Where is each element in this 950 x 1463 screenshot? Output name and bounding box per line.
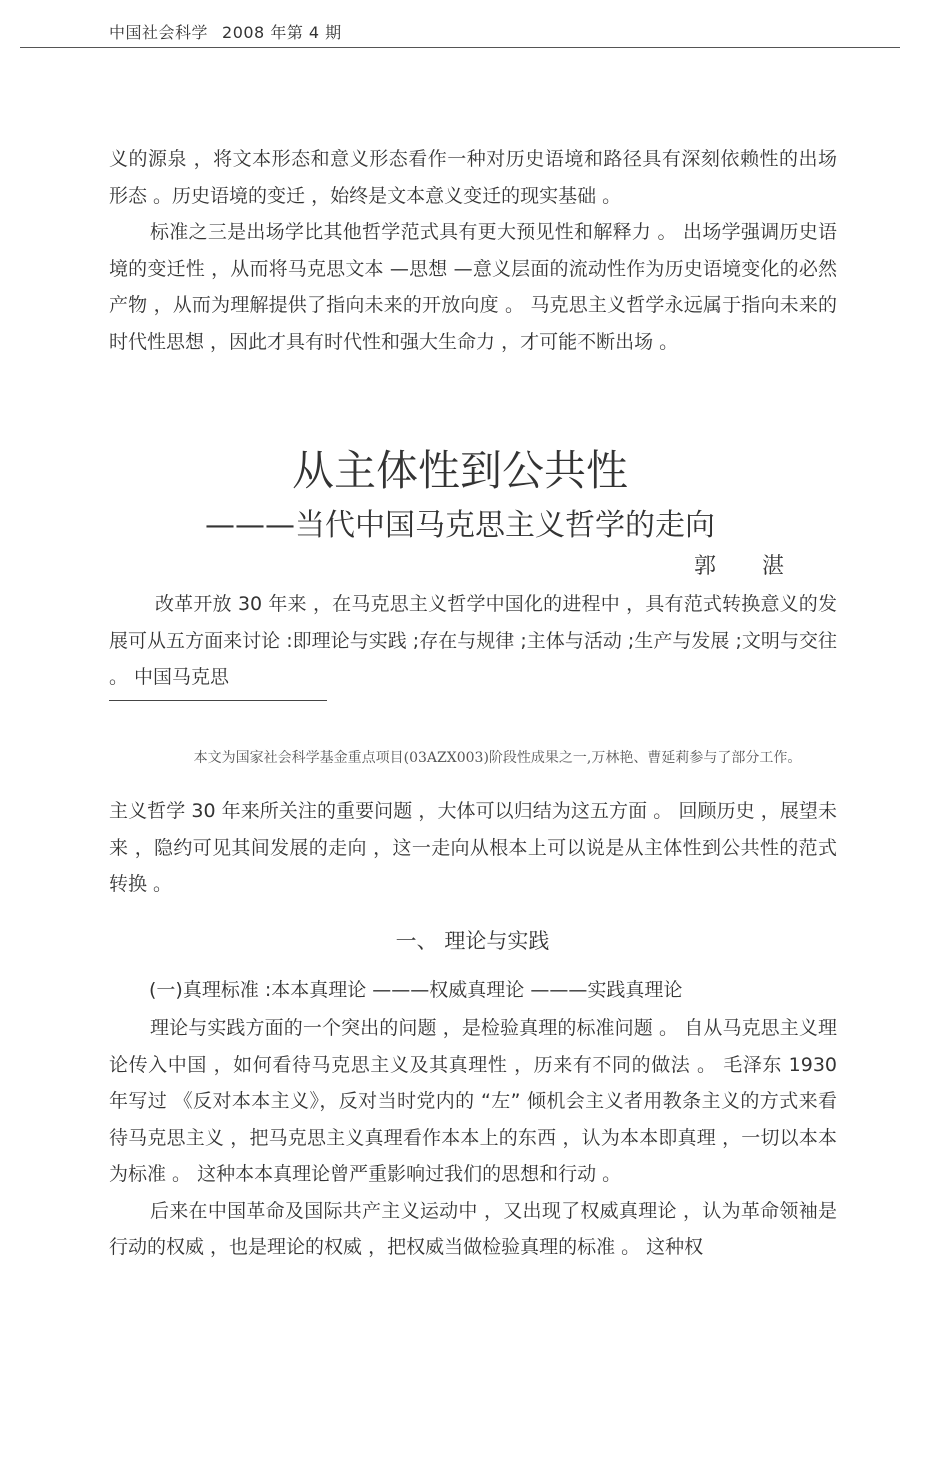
footnote-divider bbox=[109, 700, 327, 701]
subsection-heading: (一)真理标准 :本本真理论 ———权威真理论 ———实践真理论 bbox=[149, 979, 683, 1001]
body-paragraph-2: 主义哲学 30 年来所关注的重要问题 ，大体可以归结为这五方面 。 回顾历史 ，展望未来 ，隐约可见其间发展的走向 ，这一走向从根本上可以说是从主体性到公共性的范式转换 。 bbox=[109, 800, 837, 895]
issue-label: 2008 年第 4 期 bbox=[222, 23, 342, 42]
header-divider bbox=[20, 47, 900, 48]
abstract-text bbox=[109, 586, 837, 696]
section-heading: 一、 理论与实践 bbox=[395, 929, 550, 953]
article-title: 从主体性到公共性 bbox=[291, 446, 628, 495]
body-paragraph-1: 改革开放 30 年来 ，在马克思主义哲学中国化的进程中 ，具有范式转换意义的发展可从五方面来讨论 :即理论与实践 ;存在与规律 ;主体与活动 ;生产与发展 ;文明与交往 。 中国马克思 bbox=[109, 593, 837, 688]
journal-name: 中国社会科学 bbox=[109, 23, 209, 42]
article-author: 郭湛 bbox=[694, 554, 831, 579]
body-paragraph-4: 后来在中国革命及国际共产主义运动中 ，又出现了权威真理论 ，认为革命领袖是行动的权威 ，也是理论的权威 ，把权威当做检验真理的标准 。 这种权 bbox=[109, 1199, 837, 1258]
body-continued bbox=[109, 793, 837, 903]
footnote: 本文为国家社会科学基金重点项目(03AZX003)阶段性成果之一,万林艳、曹延莉参与了部分工作。 bbox=[193, 750, 802, 766]
body-paragraph-3: 理论与实践方面的一个突出的问题 ，是检验真理的标准问题 。 自从马克思主义理论传入中国 ，如何看待马克思主义及其真理性 ，历来有不同的做法 。 毛泽东 1930 年写过 《反对本本主义》，反对当时党内的 “左” 倾机会主义者用教条主义的方式来看待马克思主义 ，把马克思主义真理看作本本上的东西 ，认为本本即真理 ，一切以本本为标准 。 这种本本真理论曾严重影响过我们的思想和行动 。 bbox=[109, 1017, 837, 1185]
intro-text bbox=[109, 141, 837, 360]
running-header bbox=[109, 20, 342, 43]
section-body bbox=[109, 1010, 837, 1266]
intro-paragraph-1: 义的源泉 ，将文本形态和意义形态看作一种对历史语境和路径具有深刻依赖性的出场形态 。历史语境的变迁 ，始终是文本意义变迁的现实基础 。 bbox=[109, 148, 837, 207]
intro-paragraph-2: 标准之三是出场学比其他哲学范式具有更大预见性和解释力 。 出场学强调历史语境的变迁性 ，从而将马克思文本 —思想 —意义层面的流动性作为历史语境变化的必然产物 ，从而为理解提供了指向未来的开放向度 。 马克思主义哲学永远属于指向未来的时代性思想 ，因此才具有时代性和强大生命力 ，才可能不断出场 。 bbox=[109, 221, 837, 353]
article-subtitle: ———当代中国马克思主义哲学的走向 bbox=[205, 508, 715, 543]
